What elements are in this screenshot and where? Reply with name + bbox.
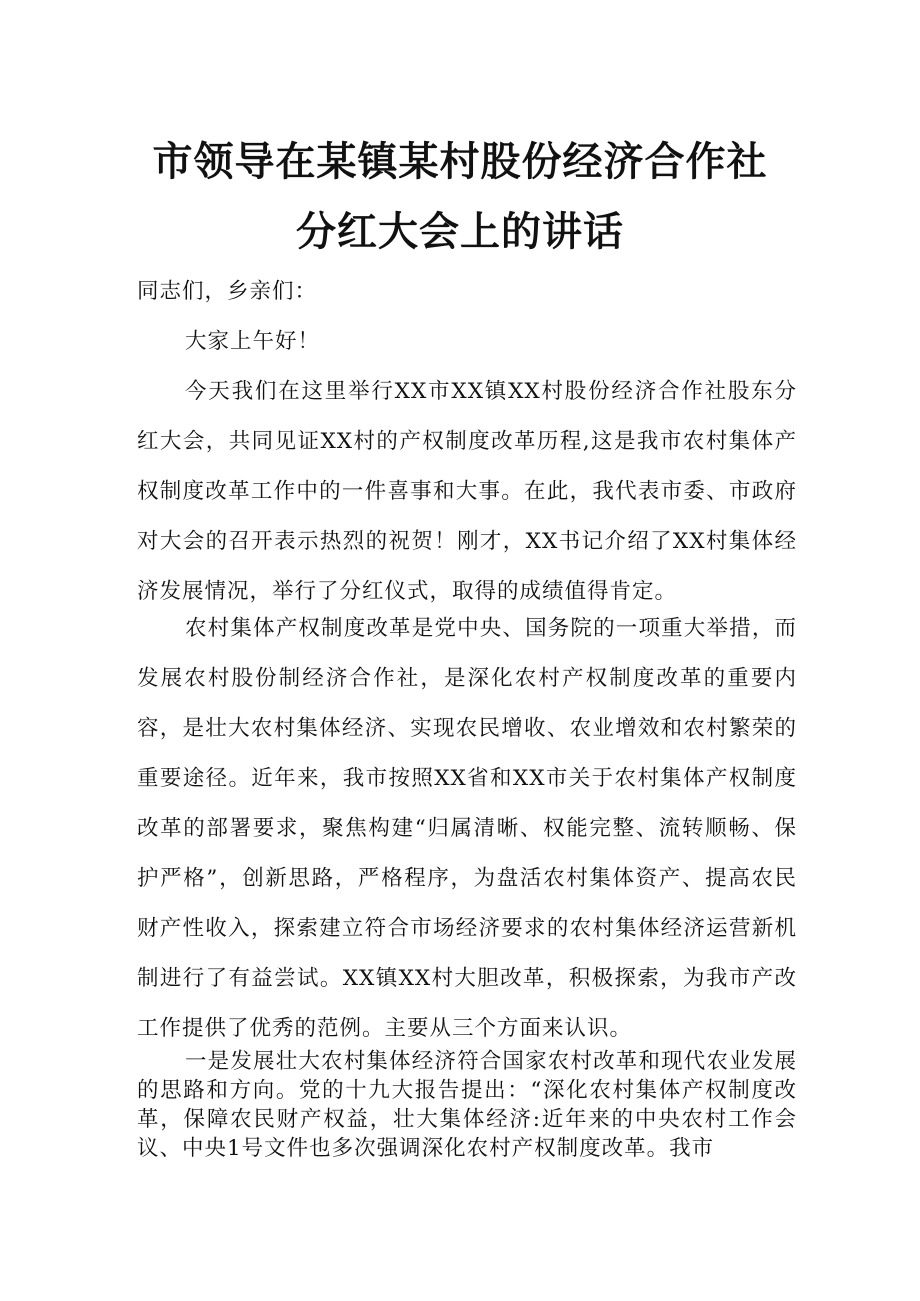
document-title-line-2: 分红大会上的讲话 <box>296 209 624 255</box>
greeting <box>137 317 797 367</box>
greeting-text: 大家上午好！ <box>185 329 321 354</box>
paragraph-3-text: 一是发展壮大农村集体经济符合国家农村改革和现代农业发展的思路和方向。党的十九大报告提出：“深化农村集体产权制度改革，保障农民财产权益，壮大集体经济:近年来的中央农村工作会议、中央1号文件也多次强调深化农村产权制度改革。我市 <box>137 1049 797 1161</box>
document-title-line-1: 市领导在某镇某村股份经济合作社 <box>152 139 768 185</box>
salutation-text: 同志们，乡亲们： <box>137 279 318 304</box>
paragraph-2 <box>137 604 797 1054</box>
salutation <box>137 267 797 317</box>
paragraph-1-text: 今天我们在这里举行XX市XX镇XX村股份经济合作社股东分红大会，共同见证XX村的产权制度改革历程,这是我市农村集体产权制度改革工作中的一件喜事和大事。在此，我代表市委、市政府对大会的召开表示热烈的祝贺！刚才，XX书记介绍了XX村集体经济发展情况，举行了分红仪式，取得的成绩值得肯定。 <box>137 379 797 604</box>
paragraph-2-text: 农村集体产权制度改革是党中央、国务院的一项重大举措，而发展农村股份制经济合作社，是深化农村产权制度改革的重要内容，是壮大农村集体经济、实现农民增收、农业增效和农村繁荣的重要途径。近年来，我市按照XX省和XX市关于农村集体产权制度改革的部署要求，聚焦构建“归属清晰、权能完整、流转顺畅、保护严格”，创新思路，严格程序，为盘活农村集体资产、提高农民财产性收入，探索建立符合市场经济要求的农村集体经济运营新机制进行了有益尝试。XX镇XX村大胆改革，积极探索，为我市产改工作提供了优秀的范例。主要从三个方面来认识。 <box>137 616 797 1041</box>
paragraph-1 <box>137 367 797 617</box>
